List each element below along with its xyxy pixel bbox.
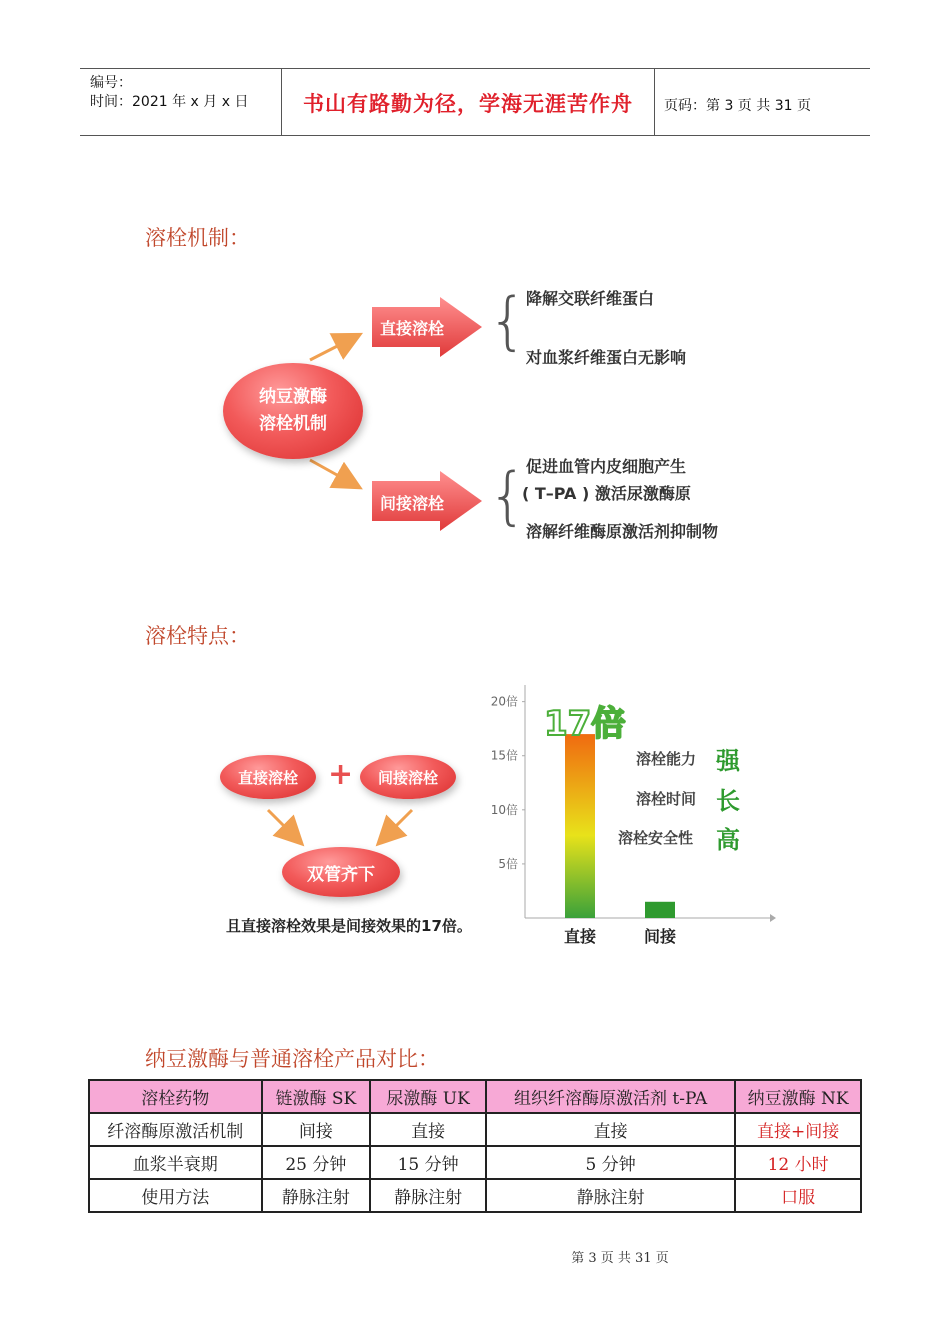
bar-indirect [645,902,675,918]
header-top-rule [80,68,870,69]
mechanism-title: 溶栓机制： [145,226,250,250]
table-cell: 静脉注射 [370,1179,486,1212]
date-label: 时间：2021 年 x 月 x 日 [90,94,249,110]
attr-value-3: 高 [716,826,740,854]
direct-arrow-label: 直接溶栓 [380,319,445,338]
x-category-label: 直接 [563,927,597,946]
attr-label-3: 溶栓安全性 [618,829,694,847]
table-cell-highlight: 直接+间接 [735,1113,861,1146]
indirect-point-3: 溶解纤维酶原激活剂抑制物 [526,522,719,541]
serial-label: 编号： [90,75,132,91]
table-row [89,1146,861,1179]
attr-value-1: 强 [716,747,740,775]
table-cell: 使用方法 [89,1179,262,1212]
attr-value-2: 长 [716,787,740,815]
plus-sign: + [328,757,354,792]
direct-pill: 直接溶栓 [220,755,316,799]
features-title: 溶栓特点： [145,624,250,648]
table-row [89,1113,861,1146]
combined-pill: 双管齐下 [282,847,400,897]
mechanism-center-ellipse [223,363,363,459]
features-note: 且直接溶栓效果是间接效果的17倍。 [226,917,472,935]
table-cell: 15 分钟 [370,1146,486,1179]
indirect-arrow-label: 间接溶栓 [380,494,445,513]
header-divider-right [654,68,655,135]
down-connector-arrow [310,460,355,485]
header-bottom-rule [80,135,870,136]
comparison-bar-chart [470,680,790,970]
table-cell: 直接 [486,1113,735,1146]
header-cell: 尿激酶 UK [370,1080,486,1113]
center-line-1: 纳豆激酶 [259,386,327,407]
indirect-pill: 间接溶栓 [360,755,456,799]
table-cell: 纤溶酶原激活机制 [89,1113,262,1146]
direct-point-1: 降解交联纤维蛋白 [526,289,655,308]
table-header-row [89,1080,861,1113]
x-category-label: 间接 [643,927,677,946]
left-converge-arrow [268,810,298,840]
table-row [89,1179,861,1212]
bar-direct [565,734,595,918]
attr-label-2: 溶栓时间 [636,790,697,808]
table-cell: 直接 [370,1113,486,1146]
header-cell: 溶栓药物 [89,1080,262,1113]
x-axis-arrowhead [770,914,776,922]
page-footer: 第 3 页 共 31 页 [571,1251,669,1266]
direct-point-2: 对血浆纤维蛋白无影响 [526,348,687,367]
header-cell: 链激酶 SK [262,1080,371,1113]
table-cell: 静脉注射 [262,1179,371,1212]
table-cell: 5 分钟 [486,1146,735,1179]
indirect-point-2: ( T–PA ) 激活尿激酶原 [522,484,691,503]
table-cell: 间接 [262,1113,371,1146]
chart-ticks [491,694,525,871]
comparison-title: 纳豆激酶与普通溶栓产品对比： [145,1047,439,1071]
table-cell-highlight: 12 小时 [735,1146,861,1179]
y-tick-label: 10倍 [490,802,518,817]
header-cell: 纳豆激酶 NK [735,1080,861,1113]
header-cell: 组织纤溶酶原激活剂 t-PA [486,1080,735,1113]
multiplier-label: 17倍 [544,704,626,744]
direct-brace: { [488,284,528,357]
y-tick-label: 15倍 [490,748,518,763]
attr-label-1: 溶栓能力 [636,750,697,768]
center-line-2: 溶栓机制 [259,414,327,434]
header-motto: 书山有路勤为径，学海无涯苦作舟 [303,92,633,116]
page-info: 页码：第 3 页 共 31 页 [664,98,811,114]
table-cell-highlight: 口服 [735,1179,861,1212]
table-cell: 25 分钟 [262,1146,371,1179]
right-converge-arrow [382,810,412,840]
up-connector-arrow [310,337,355,360]
y-tick-label: 20倍 [490,694,518,709]
table-cell: 静脉注射 [486,1179,735,1212]
indirect-brace: { [488,459,528,532]
comparison-table [88,1079,862,1213]
indirect-point-1: 促进血管内皮细胞产生 [526,457,687,476]
table-cell: 血浆半衰期 [89,1146,262,1179]
y-tick-label: 5倍 [498,856,518,871]
